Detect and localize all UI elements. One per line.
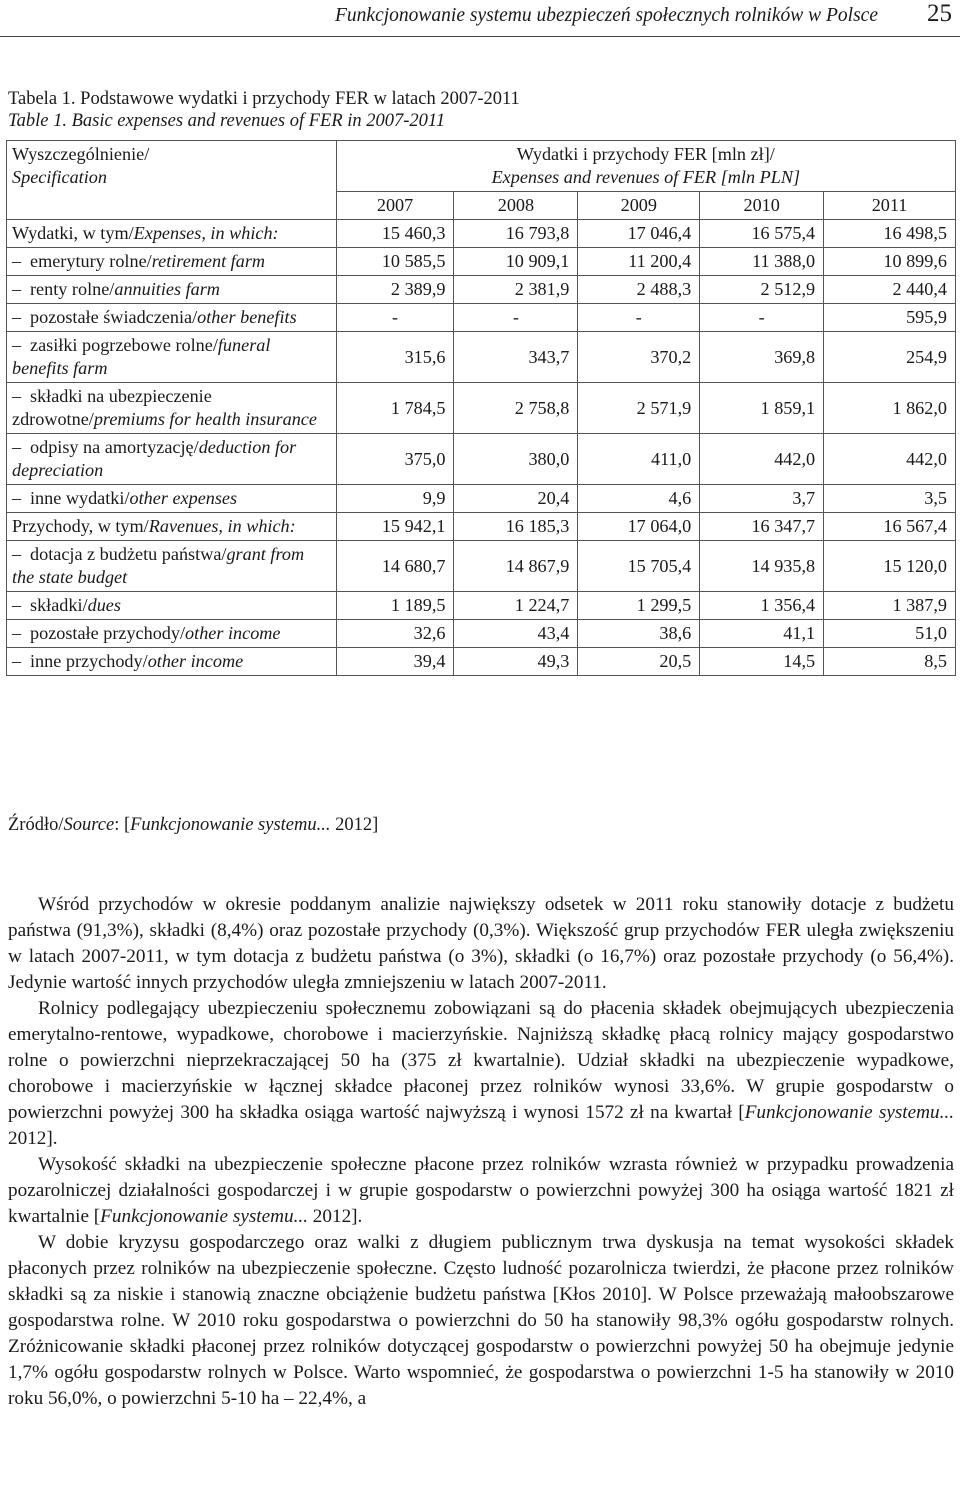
table-cell: 369,8 xyxy=(700,332,824,383)
table-cell: 16 793,8 xyxy=(454,220,578,248)
table-cell: 14,5 xyxy=(700,648,824,676)
year-header: 2007 xyxy=(336,192,454,220)
table-cell: 8,5 xyxy=(824,648,956,676)
table-row xyxy=(7,220,956,248)
header-rule xyxy=(0,36,960,37)
table-source: Źródło/Source: [Funkcjonowanie systemu... 2012] xyxy=(8,815,379,835)
table-cell: 375,0 xyxy=(336,434,454,485)
table-row xyxy=(7,485,956,513)
table-cell: 16 498,5 xyxy=(824,220,956,248)
row-label: – zasiłki pogrzebowe rolne/funeral benefits farm xyxy=(7,332,337,383)
group-header: Wydatki i przychody FER [mln zł]/ Expenses and revenues of FER [mln PLN] xyxy=(336,141,955,192)
table-cell: 51,0 xyxy=(824,620,956,648)
table-cell: 14 867,9 xyxy=(454,541,578,592)
table-cell: 1 859,1 xyxy=(700,383,824,434)
table-cell: 1 784,5 xyxy=(336,383,454,434)
caption-polish: Tabela 1. Podstawowe wydatki i przychody FER w latach 2007-2011 xyxy=(8,89,520,109)
table-cell: 14 680,7 xyxy=(336,541,454,592)
row-label: – odpisy na amortyzację/deduction for depreciation xyxy=(7,434,337,485)
table-cell: 15 705,4 xyxy=(578,541,700,592)
table-cell: 49,3 xyxy=(454,648,578,676)
table-caption xyxy=(8,88,520,132)
table-cell: 17 046,4 xyxy=(578,220,700,248)
table-cell: 3,5 xyxy=(824,485,956,513)
table-row xyxy=(7,541,956,592)
table-cell: 14 935,8 xyxy=(700,541,824,592)
table-cell: 343,7 xyxy=(454,332,578,383)
table-row xyxy=(7,276,956,304)
table-cell: - xyxy=(336,304,454,332)
table-cell: 2 571,9 xyxy=(578,383,700,434)
table-row xyxy=(7,620,956,648)
page-header xyxy=(0,0,960,38)
table-cell: 16 567,4 xyxy=(824,513,956,541)
table-cell: 254,9 xyxy=(824,332,956,383)
table-cell: 3,7 xyxy=(700,485,824,513)
table-cell: 2 440,4 xyxy=(824,276,956,304)
table-cell: 10 899,6 xyxy=(824,248,956,276)
table-cell: 1 224,7 xyxy=(454,592,578,620)
row-label: – dotacja z budżetu państwa/grant from the state budget xyxy=(7,541,337,592)
table-cell: 2 389,9 xyxy=(336,276,454,304)
table-cell: 442,0 xyxy=(700,434,824,485)
table-cell: 16 185,3 xyxy=(454,513,578,541)
table-cell: 4,6 xyxy=(578,485,700,513)
table-cell: 1 387,9 xyxy=(824,592,956,620)
table-cell: 17 064,0 xyxy=(578,513,700,541)
year-header: 2011 xyxy=(824,192,956,220)
table-row xyxy=(7,248,956,276)
table-cell: 380,0 xyxy=(454,434,578,485)
table-cell: 16 347,7 xyxy=(700,513,824,541)
running-title: Funkcjonowanie systemu ubezpieczeń społecznych rolników w Polsce xyxy=(335,5,878,26)
row-label: – pozostałe świadczenia/other benefits xyxy=(7,304,337,332)
body-text xyxy=(8,892,954,1412)
table-cell: 39,4 xyxy=(336,648,454,676)
table-cell: 442,0 xyxy=(824,434,956,485)
caption-english: Table 1. Basic expenses and revenues of FER in 2007-2011 xyxy=(8,111,446,131)
table-cell: 2 488,3 xyxy=(578,276,700,304)
table-cell: 15 460,3 xyxy=(336,220,454,248)
table-cell: 1 189,5 xyxy=(336,592,454,620)
paragraph: W dobie kryzysu gospodarczego oraz walki z długiem publicznym trwa dyskusja na temat wysokości składek płaconych przez rolników na ubezpieczenie społeczne. Często ludność pozarolnicza twierdzi, że płacone przez rolników składki są za niskie i stanowią znaczne obciążenie budżetu państwa [Kłos 2010]. W Polsce przeważają małoobszarowe gospodarstwa rolne. W 2010 roku gospodarstwa o powierzchni do 50 ha stanowiły 98,3% ogółu gospodarstw rolnych. Zróżnicowanie składki płaconej przez rolników dotyczącej gospodarstw o powierzchni powyżej 50 ha obejmuje jedynie 1,7% ogółu gospodarstw rolnych w Polsce. Warto wspomnieć, że gospodarstwa o powierzchni 1-5 ha stanowiły w 2010 roku 56,0%, o powierzchni 5-10 ha – 22,4%, a xyxy=(8,1232,954,1409)
table-cell: - xyxy=(578,304,700,332)
paragraph: Wysokość składki na ubezpieczenie społeczne płacone przez rolników wzrasta również w przypadku prowadzenia pozarolniczej działalności gospodarczej i w grupie gospodarstw o powierzchni powyżej 300 ha osiąga wartość 1821 zł kwartalnie [Funkcjonowanie systemu... 2012]. xyxy=(8,1154,954,1227)
table-cell: 315,6 xyxy=(336,332,454,383)
table-row xyxy=(7,434,956,485)
table-cell: 1 299,5 xyxy=(578,592,700,620)
table-cell: 43,4 xyxy=(454,620,578,648)
table-cell: 15 120,0 xyxy=(824,541,956,592)
table-cell: 32,6 xyxy=(336,620,454,648)
table-cell: 595,9 xyxy=(824,304,956,332)
row-label: – renty rolne/annuities farm xyxy=(7,276,337,304)
table-cell: 2 381,9 xyxy=(454,276,578,304)
table-cell: - xyxy=(700,304,824,332)
table-cell: 10 909,1 xyxy=(454,248,578,276)
table-cell: 20,5 xyxy=(578,648,700,676)
table-row xyxy=(7,648,956,676)
table-row xyxy=(7,304,956,332)
paragraph: Rolnicy podlegający ubezpieczeniu społecznemu zobowiązani są do płacenia składek obejmujących ubezpieczenia emerytalno-rentowe, wypadkowe, chorobowe i macierzyńskie. Najniższą składkę płacą rolnicy mający gospodarstwo rolne o powierzchni nieprzekraczającej 50 ha (375 zł kwartalnie). Udział składki na ubezpieczenie wypadkowe, chorobowe i macierzyńskie w łącznej składce płaconej przez rolników wynosi 33,6%. W grupie gospodarstw o powierzchni powyżej 300 ha składka osiąga wartość najwyższą i wynosi 1572 zł na kwartał [Funkcjonowanie systemu... 2012]. xyxy=(8,998,954,1149)
year-header: 2008 xyxy=(454,192,578,220)
table-cell: 2 758,8 xyxy=(454,383,578,434)
row-label: – inne przychody/other income xyxy=(7,648,337,676)
row-label: Wydatki, w tym/Expenses, in which: xyxy=(7,220,337,248)
table-cell: 38,6 xyxy=(578,620,700,648)
table-cell: 20,4 xyxy=(454,485,578,513)
row-label: Przychody, w tym/Ravenues, in which: xyxy=(7,513,337,541)
table-row xyxy=(7,332,956,383)
year-header: 2010 xyxy=(700,192,824,220)
table-row xyxy=(7,513,956,541)
row-label: – emerytury rolne/retirement farm xyxy=(7,248,337,276)
table-cell: 1 862,0 xyxy=(824,383,956,434)
paragraph: Wśród przychodów w okresie poddanym analizie największy odsetek w 2011 roku stanowiły dotacje z budżetu państwa (91,3%), składki (8,4%) oraz pozostałe przychody (0,3%). Większość grup przychodów FER uległa zwiększeniu w latach 2007-2011, w tym dotacja z budżetu państwa (o 3%), składki (o 16,7%) oraz pozostałe przychody (o 56,4%). Jedynie wartość innych przychodów uległa zmniejszeniu w latach 2007-2011. xyxy=(8,894,954,993)
table-row xyxy=(7,592,956,620)
table-cell: 411,0 xyxy=(578,434,700,485)
spec-header: Wyszczególnienie/ Specification xyxy=(7,141,337,220)
table-cell: 10 585,5 xyxy=(336,248,454,276)
row-label: – inne wydatki/other expenses xyxy=(7,485,337,513)
fer-table xyxy=(6,140,956,676)
table-cell: 9,9 xyxy=(336,485,454,513)
table-cell: 11 388,0 xyxy=(700,248,824,276)
row-label: – składki na ubezpieczenie zdrowotne/premiums for health insurance xyxy=(7,383,337,434)
table-cell: 16 575,4 xyxy=(700,220,824,248)
row-label: – składki/dues xyxy=(7,592,337,620)
table-row xyxy=(7,383,956,434)
table-cell: 1 356,4 xyxy=(700,592,824,620)
table-cell: 41,1 xyxy=(700,620,824,648)
year-header: 2009 xyxy=(578,192,700,220)
page-number: 25 xyxy=(927,0,952,27)
table-cell: 15 942,1 xyxy=(336,513,454,541)
table-cell: 370,2 xyxy=(578,332,700,383)
table-cell: 2 512,9 xyxy=(700,276,824,304)
row-label: – pozostałe przychody/other income xyxy=(7,620,337,648)
table-cell: - xyxy=(454,304,578,332)
table-cell: 11 200,4 xyxy=(578,248,700,276)
table-header-row xyxy=(7,141,956,192)
